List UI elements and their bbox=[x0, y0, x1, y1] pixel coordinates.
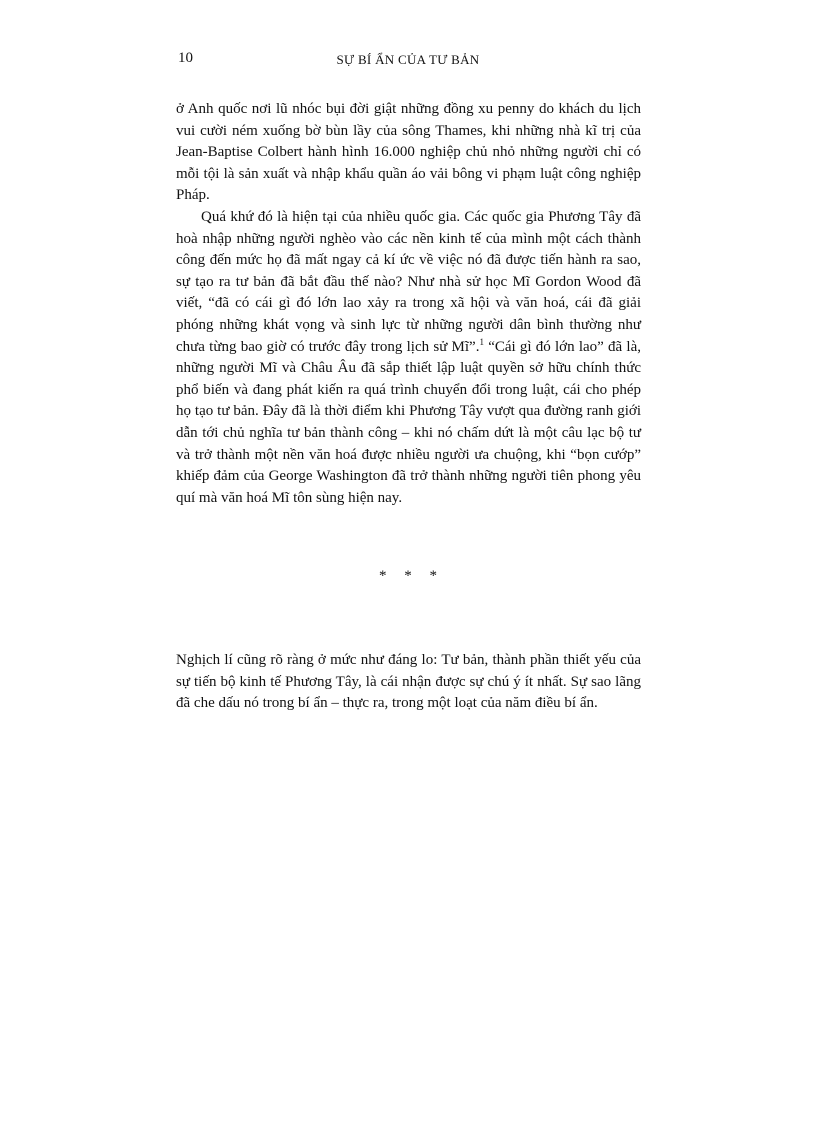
section-text-block bbox=[176, 650, 641, 715]
paragraph-paradox: Nghịch lí cũng rõ ràng ở mức như đáng lo: Tư bản, thành phần thiết yếu của sự tiến bộ kinh tế Phương Tây, là cái nhận được sự chú ý ít nhất. Sự sao lãng đã che dấu nó trong bí ẩn – thực ra, trong một loạt của năm điều bí ẩn. bbox=[176, 652, 641, 712]
paragraph-continuation: ở Anh quốc nơi lũ nhóc bụi đời giật những đồng xu penny do khách du lịch vui cười ném xuống bờ bùn lầy của sông Thames, khi những nhà kĩ trị của Jean-Baptise Colbert hành hình 16.000 nghiệp chủ nhỏ những người chỉ có mỗi tội là sản xuất và nhập khẩu quần áo vải bông vi phạm luật công nghiệp Pháp. bbox=[176, 101, 641, 204]
main-text-block bbox=[176, 99, 641, 509]
page-number: 10 bbox=[178, 50, 193, 66]
page-header bbox=[0, 50, 816, 72]
running-title: SỰ BÍ ẨN CỦA TƯ BẢN bbox=[336, 52, 480, 67]
paragraph-text: Quá khứ đó là hiện tại của nhiều quốc gia. Các quốc gia Phương Tây đã hoà nhập những người nghèo vào các nền kinh tế của mình một cách thành công đến mức họ đã mất ngay cả kí ức về việc nó đã được tiến hành ra sao, sự tạo ra tư bản đã bắt đầu thế nào? Như nhà sử học Mĩ Gordon Wood đã viết, “đã có cái gì đó lớn lao xảy ra trong xã hội và văn hoá, cái đã giải phóng những khát vọng và sinh lực từ những người dân bình thường như chưa từng bao giờ có trước đây trong lịch sử Mĩ”. bbox=[176, 208, 641, 355]
paragraph-past-and-present bbox=[176, 207, 641, 509]
footnote-reference[interactable]: 1 bbox=[479, 336, 484, 347]
section-separator: * * * bbox=[379, 568, 437, 584]
paragraph-text: “Cái gì đó lớn lao” đã là, những người Mĩ và Châu Âu đã sắp thiết lập luật quyền sở hữu chính thức phổ biến và đang phát kiến ra quá trình chuyển đổi trong luật, cái cho phép họ tạo tư bản. Đây đã là thời điểm khi Phương Tây vượt qua đường ranh giới dẫn tới chủ nghĩa tư bản thành công – khi nó chấm dứt là một câu lạc bộ tư và trở thành một nền văn hoá được nhiều người ưa chuộng, khi “bọn cướp” khiếp đảm của George Washington đã trở thành những người tiên phong yêu quí mà văn hoá Mĩ tôn sùng hiện nay. bbox=[176, 338, 641, 506]
